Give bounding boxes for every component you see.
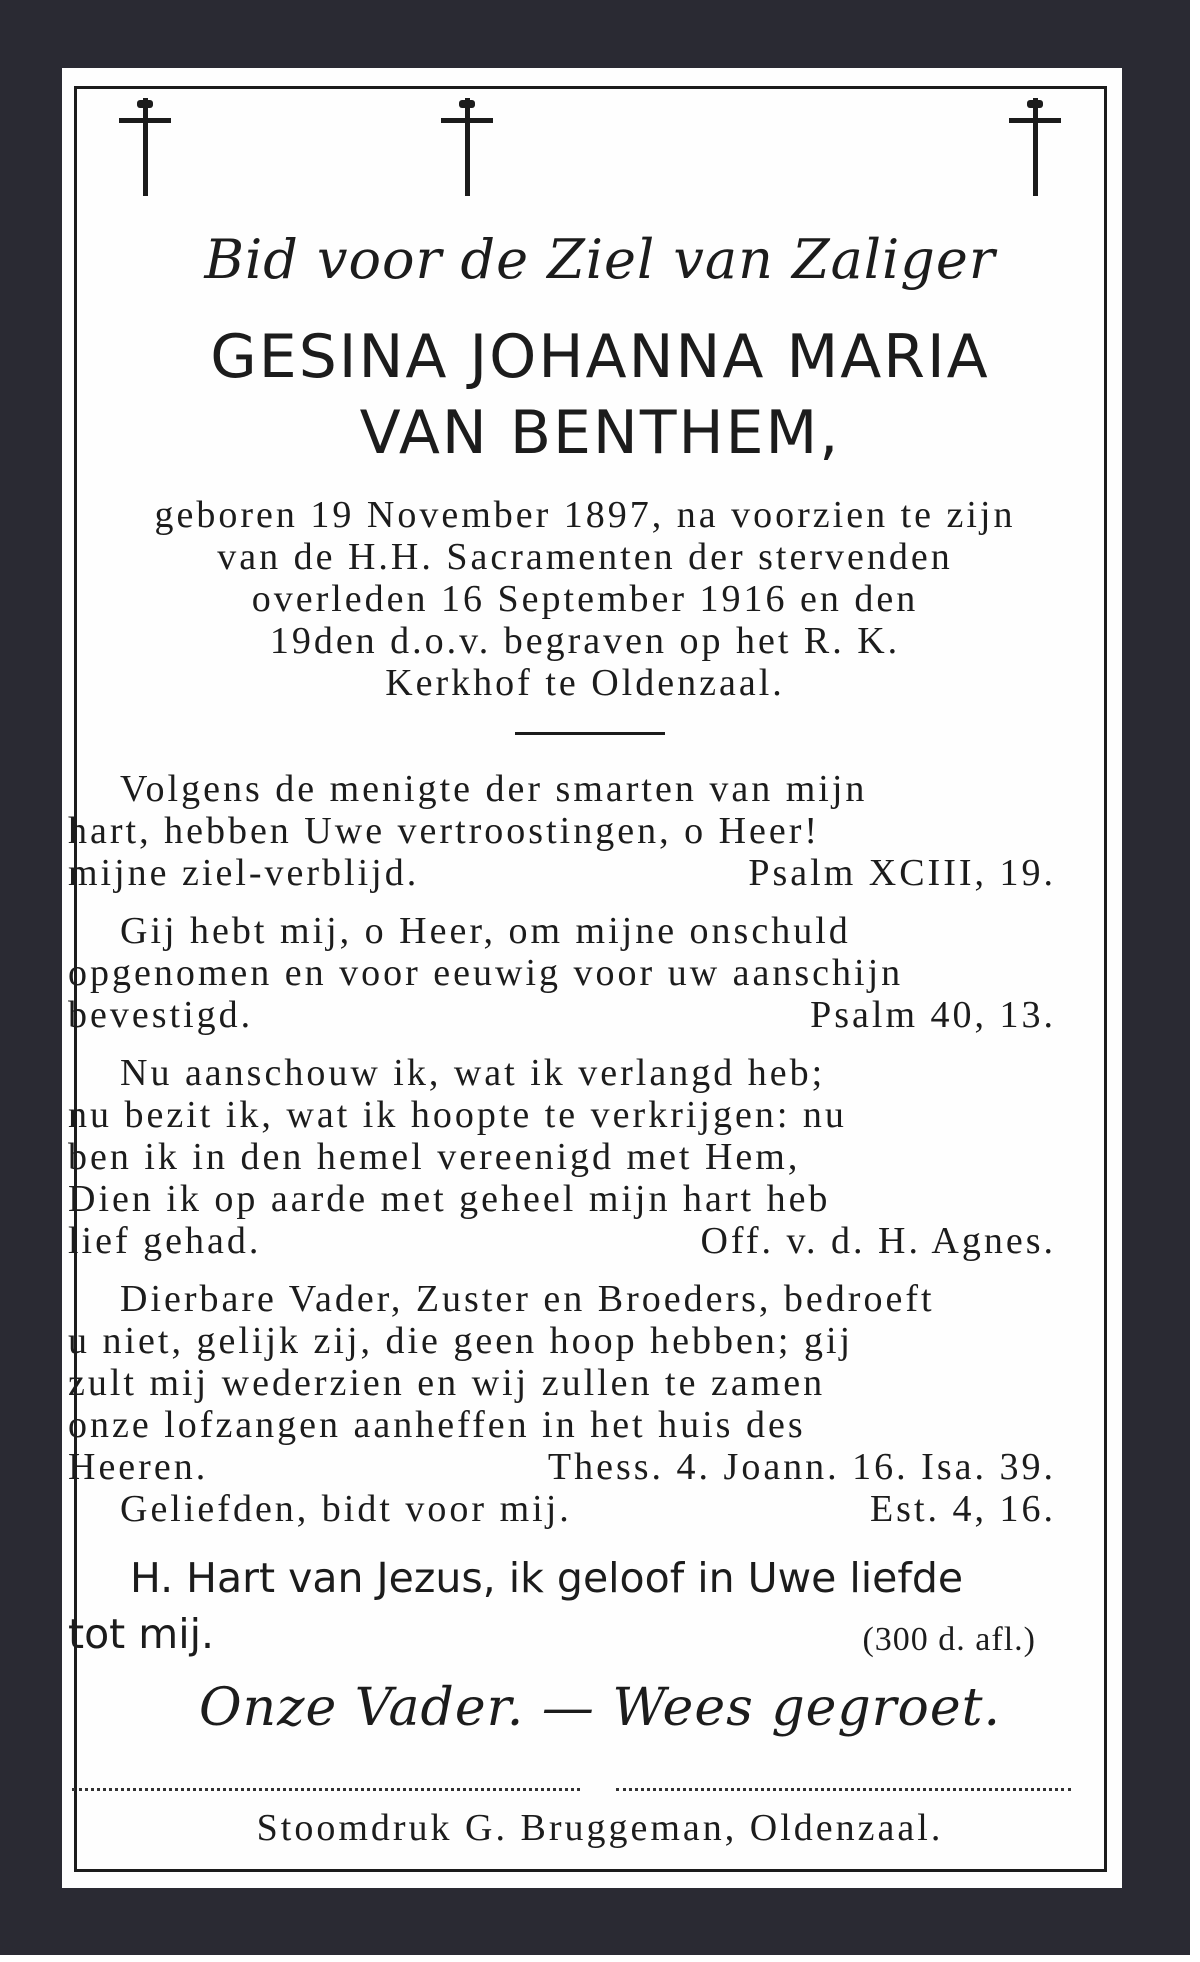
verse-line: Heeren.: [68, 1446, 209, 1488]
verse-line: Volgens de menigte der smarten van mijn: [120, 768, 868, 810]
indulgence-note: (300 d. afl.): [862, 1621, 1036, 1658]
verse-line: ben ik in den hemel vereenigd met Hem,: [68, 1136, 801, 1178]
verse-line: nu bezit ik, wat ik hoopte te verkrijgen: nu: [68, 1094, 847, 1136]
verse-line: Dien ik op aarde met geheel mijn hart heb: [68, 1178, 831, 1220]
verse-line: mijne ziel-verblijd.: [68, 852, 420, 894]
verse-line: onze lofzangen aanheffen in het huis des: [68, 1404, 806, 1446]
verse-line: lief gehad.: [68, 1220, 262, 1262]
bio-line: Kerkhof te Oldenzaal.: [385, 662, 785, 704]
cross-icon-center: [437, 98, 497, 198]
verse-line: u niet, gelijk zij, die geen hoop hebben; gij: [68, 1320, 854, 1362]
verse-3: [68, 1052, 1096, 1262]
bio-line: overleden 16 September 1916 en den: [251, 578, 919, 620]
cross-icon-right: [1005, 98, 1065, 198]
verse-source: Thess. 4. Joann. 16. Isa. 39.: [547, 1446, 1056, 1488]
cross-icon-left: [115, 98, 175, 198]
dotted-divider-left: [72, 1788, 580, 1791]
verse-source: Psalm 40, 13.: [810, 994, 1056, 1036]
bio-line: geboren 19 November 1897, na voorzien te zijn: [154, 494, 1016, 536]
verse-source: Est. 4, 16.: [869, 1488, 1056, 1530]
bio-text: [70, 494, 1100, 704]
card-header: Bid voor de Ziel van Zaliger: [204, 228, 996, 291]
verse-line: Nu aanschouw ik, wat ik verlangd heb;: [120, 1052, 826, 1094]
verse-2: [68, 910, 1096, 1036]
dotted-divider-right: [616, 1788, 1071, 1791]
divider-rule: [515, 732, 665, 735]
prayer-line: H. Hart van Jezus, ik geloof in Uwe liefde: [130, 1554, 964, 1602]
sacred-heart-prayer: [68, 1550, 1096, 1668]
bio-line: 19den d.o.v. begraven op het R. K.: [269, 620, 901, 662]
verse-source: Off. v. d. H. Agnes.: [700, 1220, 1056, 1262]
verse-line: bevestigd.: [68, 994, 254, 1036]
verse-line: hart, hebben Uwe vertroostingen, o Heer!: [68, 810, 821, 852]
verse-4: [68, 1278, 1096, 1488]
verse-line: opgenomen en voor eeuwig voor uw aanschijn: [68, 952, 904, 994]
bio-line: van de H.H. Sacramenten der stervenden: [217, 536, 953, 578]
verse-source: Psalm XCIII, 19.: [748, 852, 1056, 894]
verse-5: [68, 1488, 1096, 1530]
verse-line: Geliefden, bidt voor mij.: [120, 1488, 572, 1530]
verse-line: zult mij wederzien en wij zullen te zamen: [68, 1362, 826, 1404]
closing-prayer: Onze Vader. — Wees gegroet.: [198, 1678, 1002, 1738]
deceased-name-line1: GESINA JOHANNA MARIA: [210, 322, 990, 392]
verse-line: Gij hebt mij, o Heer, om mijne onschuld: [120, 910, 851, 952]
prayer-line: tot mij.: [68, 1610, 215, 1658]
deceased-name-line2: VAN BENTHEM,: [359, 398, 841, 468]
verse-1: [68, 768, 1096, 894]
verse-line: Dierbare Vader, Zuster en Broeders, bedroeft: [120, 1278, 935, 1320]
printer-imprint: Stoomdruk G. Bruggeman, Oldenzaal.: [256, 1807, 944, 1849]
